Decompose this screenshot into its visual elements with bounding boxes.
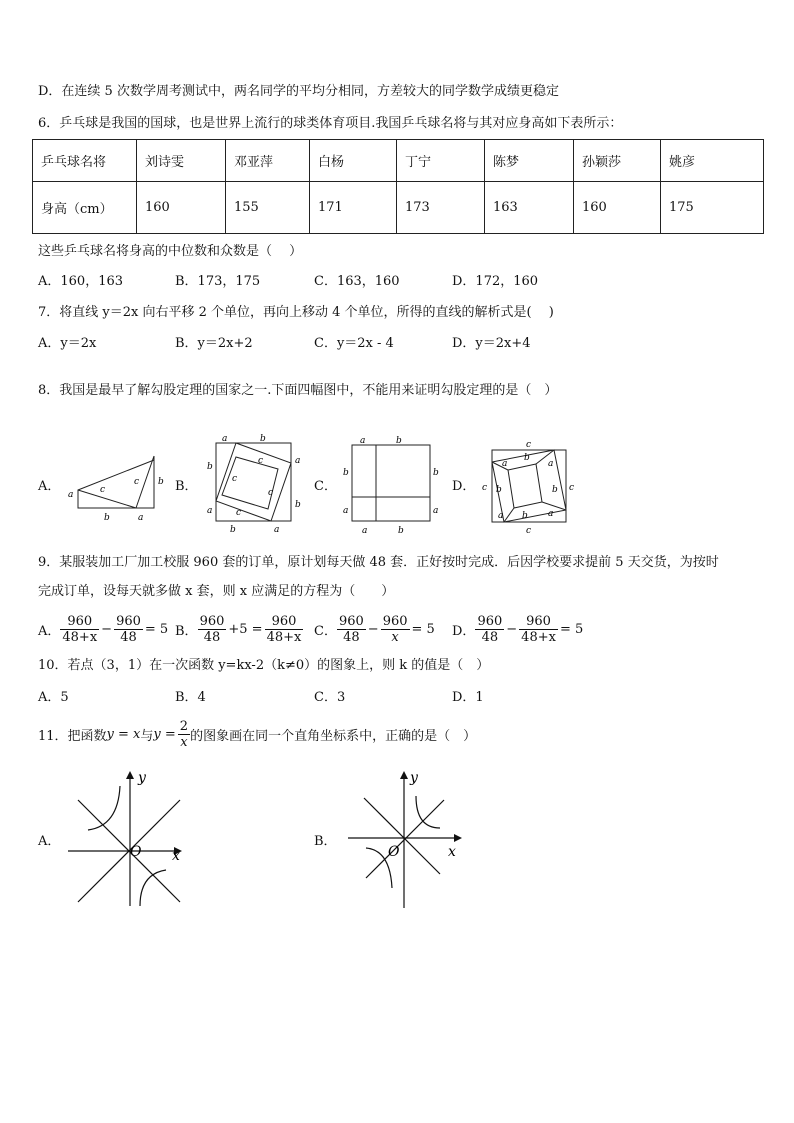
label-a: a bbox=[548, 509, 554, 519]
fraction: $\frac{960}{48+x}$ bbox=[266, 613, 302, 645]
q10-option-b[interactable]: B．4 bbox=[175, 690, 206, 705]
label-c: c bbox=[258, 456, 264, 466]
q10-option-a[interactable]: A．5 bbox=[38, 690, 69, 705]
axis-label-x: x bbox=[172, 848, 180, 864]
table-header-row bbox=[33, 140, 764, 182]
q8-option-b[interactable]: B． bbox=[175, 479, 198, 494]
q11-graph-a bbox=[60, 766, 200, 911]
q6-option-d[interactable]: D．172，160 bbox=[452, 274, 539, 289]
q11-option-a[interactable]: A． bbox=[38, 834, 61, 849]
fraction: $\frac{960}{48+x}$ bbox=[521, 613, 556, 645]
axis-label-x: x bbox=[448, 844, 456, 860]
table-cell: 160 bbox=[574, 182, 661, 234]
table-cell: 邓亚萍 bbox=[226, 140, 310, 182]
q7-option-a[interactable]: A．y＝2x bbox=[38, 336, 97, 351]
label-b: b bbox=[398, 526, 404, 536]
label-b: b bbox=[230, 525, 236, 535]
label-b: b bbox=[207, 462, 213, 472]
label-a: a bbox=[68, 490, 74, 500]
q7-options bbox=[38, 335, 758, 353]
option-label: B． bbox=[175, 623, 198, 639]
table-cell: 160 bbox=[137, 182, 226, 234]
label-a: a bbox=[502, 459, 508, 469]
q9-stem-line1: 9．某服装加工厂加工校服 960 套的订单，原计划每天做 48 套．正好按时完成．后因学校要求提前 5 天交货，为按时 bbox=[38, 555, 719, 570]
table-cell: 163 bbox=[485, 182, 574, 234]
q8-figure-c bbox=[340, 433, 445, 538]
q8-figure-b bbox=[200, 433, 310, 538]
q10-option-d[interactable]: D．1 bbox=[452, 690, 484, 705]
table-row bbox=[33, 182, 764, 234]
origin-label: O bbox=[388, 844, 400, 860]
label-a: a bbox=[433, 506, 439, 516]
q6-stem: 6．乒乓球是我国的国球，也是世界上流行的球类体育项目.我国乒乓球名将与其对应身高如下表所示： bbox=[38, 116, 623, 131]
table-cell: 白杨 bbox=[310, 140, 397, 182]
table-cell: 陈梦 bbox=[485, 140, 574, 182]
label-c: c bbox=[236, 508, 242, 518]
q7-stem: 7．将直线 y＝2x 向右平移 2 个单位，再向上移动 4 个单位，所得的直线的解析式是( ) bbox=[38, 305, 554, 320]
rhs: = 5 bbox=[559, 621, 584, 637]
table-cell: 乒乓球名将 bbox=[33, 140, 137, 182]
label-b: b bbox=[260, 434, 266, 444]
label-a: a bbox=[343, 506, 349, 516]
option-label: C． bbox=[314, 623, 337, 639]
operator: − bbox=[506, 621, 518, 637]
q8-option-c[interactable]: C． bbox=[314, 479, 337, 494]
q5-option-d: D．在连续 5 次数学周考测试中，两名同学的平均分相同，方差较大的同学数学成绩更稳定 bbox=[38, 84, 559, 99]
operator: +5 = bbox=[228, 621, 263, 637]
axis-label-y: y bbox=[410, 770, 418, 786]
q9-option-b[interactable] bbox=[175, 609, 303, 649]
q8-figure-d bbox=[478, 436, 583, 536]
q11-function-2: y = bbox=[153, 726, 176, 742]
label-b: b bbox=[104, 513, 110, 523]
q8-figure-a bbox=[62, 450, 172, 530]
label-b: b bbox=[396, 436, 402, 446]
label-a: a bbox=[362, 526, 368, 536]
label-c: c bbox=[232, 474, 238, 484]
q11-text: 11．把函数 bbox=[38, 728, 107, 744]
table-cell: 身高（cm） bbox=[33, 182, 137, 234]
label-a: a bbox=[138, 513, 144, 523]
q11-text: 的图象画在同一个直角坐标系中，正确的是（ ） bbox=[190, 728, 477, 744]
q11-text: 与 bbox=[140, 728, 154, 744]
option-label: D． bbox=[452, 623, 476, 639]
label-a: a bbox=[360, 436, 366, 446]
q8-option-d[interactable]: D． bbox=[452, 479, 476, 494]
label-c: c bbox=[482, 483, 488, 493]
table-cell: 刘诗雯 bbox=[137, 140, 226, 182]
operator: − bbox=[367, 621, 379, 637]
fraction: $\frac{960}{48+x}$ bbox=[62, 613, 98, 645]
table-cell: 姚彦 bbox=[661, 140, 764, 182]
option-label: A． bbox=[38, 623, 61, 639]
label-b: b bbox=[343, 468, 349, 478]
fraction: $\frac{960}{48}$ bbox=[338, 613, 364, 645]
height-table bbox=[32, 139, 764, 234]
q9-options bbox=[38, 609, 758, 649]
table-cell: 155 bbox=[226, 182, 310, 234]
label-b: b bbox=[496, 485, 502, 495]
q8-option-a[interactable]: A． bbox=[38, 479, 61, 494]
label-c: c bbox=[569, 483, 575, 493]
label-c: c bbox=[134, 477, 140, 487]
fraction: $\frac{2}{x}$ bbox=[179, 718, 189, 750]
label-a: a bbox=[295, 456, 301, 466]
q6-question: 这些乒乓球名将身高的中位数和众数是（ ） bbox=[38, 244, 303, 259]
q9-option-a[interactable] bbox=[38, 609, 170, 649]
label-a: a bbox=[207, 506, 213, 516]
q8-stem: 8．我国是最早了解勾股定理的国家之一.下面四幅图中，不能用来证明勾股定理的是（ ） bbox=[38, 383, 558, 398]
table-cell: 175 bbox=[661, 182, 764, 234]
q6-option-b[interactable]: B．173，175 bbox=[175, 274, 261, 289]
q7-option-b[interactable]: B．y＝2x+2 bbox=[175, 336, 253, 351]
q7-option-c[interactable]: C．y＝2x - 4 bbox=[314, 336, 394, 351]
q10-option-c[interactable]: C．3 bbox=[314, 690, 346, 705]
q6-option-c[interactable]: C．163，160 bbox=[314, 274, 400, 289]
label-a: a bbox=[222, 434, 228, 444]
q9-stem-line2: 完成订单，设每天就多做 x 套，则 x 应满足的方程为（ ） bbox=[38, 584, 395, 599]
fraction: $\frac{960}{48}$ bbox=[116, 613, 141, 645]
q7-option-d[interactable]: D．y＝2x+4 bbox=[452, 336, 531, 351]
fraction: $\frac{960}{48}$ bbox=[199, 613, 225, 645]
q11-graph-b bbox=[340, 766, 480, 911]
label-b: b bbox=[522, 511, 528, 521]
fraction: $\frac{960}{x}$ bbox=[382, 613, 408, 645]
label-b: b bbox=[524, 453, 530, 463]
q9-option-d[interactable] bbox=[452, 609, 585, 649]
table-cell: 173 bbox=[397, 182, 485, 234]
label-b: b bbox=[158, 477, 164, 487]
label-b: b bbox=[295, 500, 301, 510]
label-c: c bbox=[268, 488, 274, 498]
axis-label-y: y bbox=[138, 770, 146, 786]
origin-label: O bbox=[130, 844, 142, 860]
q11-option-b[interactable]: B． bbox=[314, 834, 337, 849]
label-a: a bbox=[548, 459, 554, 469]
q6-option-a[interactable]: A．160，163 bbox=[38, 274, 124, 289]
label-a: a bbox=[274, 525, 280, 535]
label-b: b bbox=[552, 485, 558, 495]
q11-stem bbox=[38, 714, 476, 754]
label-c: c bbox=[526, 526, 532, 536]
q10-options bbox=[38, 689, 758, 707]
fraction: $\frac{960}{48}$ bbox=[477, 613, 503, 645]
operator: − bbox=[101, 621, 113, 637]
q10-stem: 10．若点（3，1）在一次函数 y=kx-2（k≠0）的图象上，则 k 的值是（ ） bbox=[38, 658, 490, 673]
q6-options bbox=[38, 273, 758, 291]
label-a: a bbox=[498, 511, 504, 521]
table-cell: 171 bbox=[310, 182, 397, 234]
label-c: c bbox=[526, 440, 532, 450]
table-cell: 孙颖莎 bbox=[574, 140, 661, 182]
label-b: b bbox=[433, 468, 439, 478]
table-cell: 丁宁 bbox=[397, 140, 485, 182]
rhs: = 5 bbox=[144, 621, 169, 637]
q11-function-1: y = x bbox=[106, 726, 141, 742]
q9-option-c[interactable] bbox=[314, 609, 437, 649]
rhs: = 5 bbox=[411, 621, 435, 637]
label-c: c bbox=[100, 485, 106, 495]
